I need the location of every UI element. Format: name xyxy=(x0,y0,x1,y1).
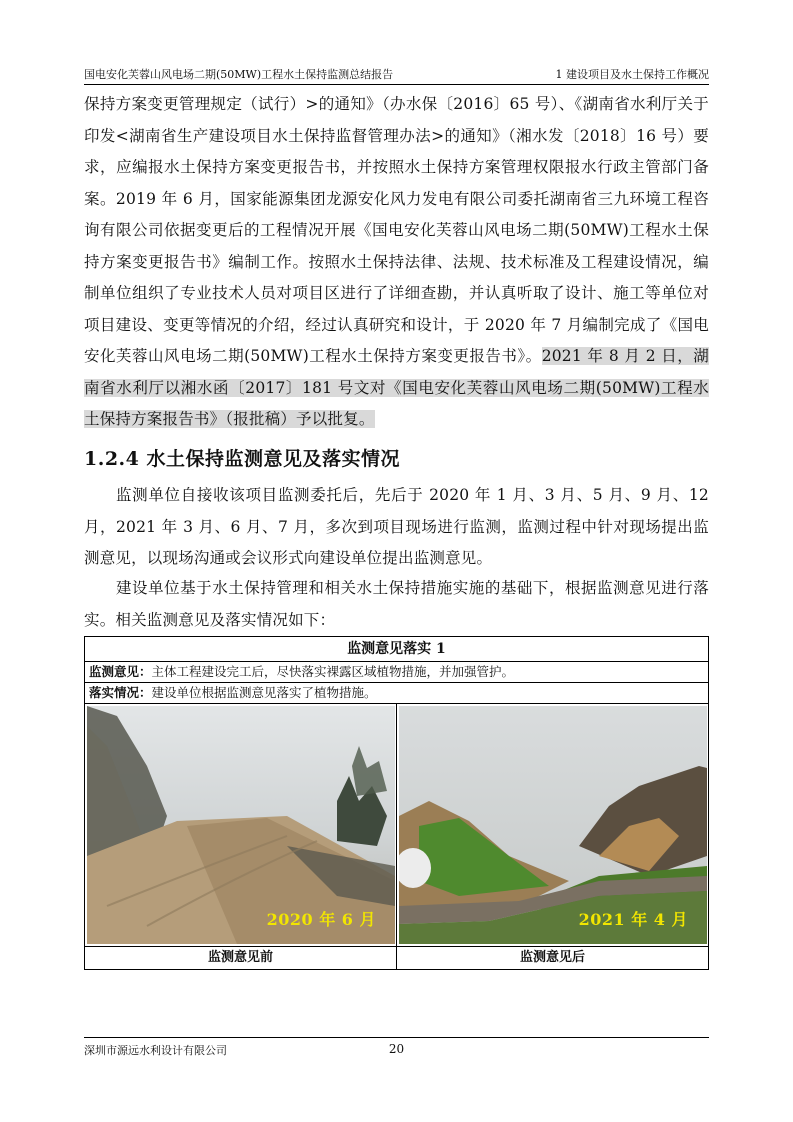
footer-company: 深圳市源远水利设计有限公司 xyxy=(84,1044,227,1057)
header-report-title: 国电安化芙蓉山风电场二期(50MW)工程水土保持监测总结报告 xyxy=(84,68,394,81)
header-rule xyxy=(84,84,709,85)
paragraph-implementation: 建设单位基于水土保持管理和相关水土保持措施实施的基础下，根据监测意见进行落实。相关监测意见及落实情况如下： xyxy=(84,579,709,629)
photo-before-date: 2020 年 6 月 xyxy=(266,910,376,929)
opinion-text: 主体工程建设完工后，尽快落实裸露区域植物措施，并加强管护。 xyxy=(151,664,515,679)
running-header xyxy=(84,66,709,82)
header-chapter-title: 1 建设项目及水土保持工作概况 xyxy=(555,68,709,81)
photo-before xyxy=(85,704,396,946)
table-title: 监测意见落实 1 xyxy=(85,637,708,662)
implementation-row xyxy=(85,683,708,704)
implementation-text: 建设单位根据监测意见落实了植物措施。 xyxy=(151,685,377,700)
photo-after xyxy=(396,704,708,946)
photo-row xyxy=(85,704,708,947)
footer-rule xyxy=(84,1037,709,1038)
section-heading: 1.2.4 水土保持监测意见及落实情况 xyxy=(84,448,401,470)
photo-after-date: 2021 年 4 月 xyxy=(578,910,688,929)
caption-before: 监测意见前 xyxy=(207,950,273,965)
page-number: 20 xyxy=(388,1042,405,1056)
highlighted-approval-text: 2021 年 8 月 2 日，湖南省水利厅以湘水函〔2017〕181 号文对《国电安化芙蓉山风电场二期(50MW)工程水土保持方案报告书》（报批稿）予以批复。 xyxy=(84,347,709,428)
caption-row xyxy=(85,947,708,969)
caption-after: 监测意见后 xyxy=(396,947,708,969)
paragraph-monitoring-visits: 监测单位自接收该项目监测委托后，先后于 2020 年 1 月、3 月、5 月、9 月、12 月，2021 年 3 月、6 月、7 月，多次到项目现场进行监测，监测过程中针对现场提出监测意见，以现场沟通或会议形式向建设单位提出监测意见。 xyxy=(84,486,709,567)
paragraph-plan-change xyxy=(84,89,709,436)
implementation-label: 落实情况： xyxy=(89,685,152,700)
monitoring-opinion-table xyxy=(84,636,709,970)
paragraph-plan-change-text: 保持方案变更管理规定（试行）>的通知》（办水保〔2016〕65 号）、《湖南省水利厅关于印发<湖南省生产建设项目水土保持监督管理办法>的通知》（湘水发〔2018〕16 号）要求，应编报水土保持方案变更报告书，并按照水土保持方案管理权限报水行政主管部门备案。2019 年 6 月，国家能源集团龙源安化风力发电有限公司委托湖南省三九环境工程咨询有限公司依据变更后的工程情况开展《国电安化芙蓉山风电场二期(50MW)工程水土保持方案变更报告书》编制工作。按照水土保持法律、法规、技术标准及工程建设情况，编制单位组织了专业技术人员对项目区进行了详细查勘，并认真听取了设计、施工等单位对项目建设、变更等情况的介绍，经过认真研究和设计，于 2020 年 7 月编制完成了《国电安化芙蓉山风电场二期(50MW)工程水土保持方案变更报告书》。 xyxy=(84,95,709,365)
opinion-label: 监测意见： xyxy=(89,664,152,679)
opinion-row xyxy=(85,662,708,683)
